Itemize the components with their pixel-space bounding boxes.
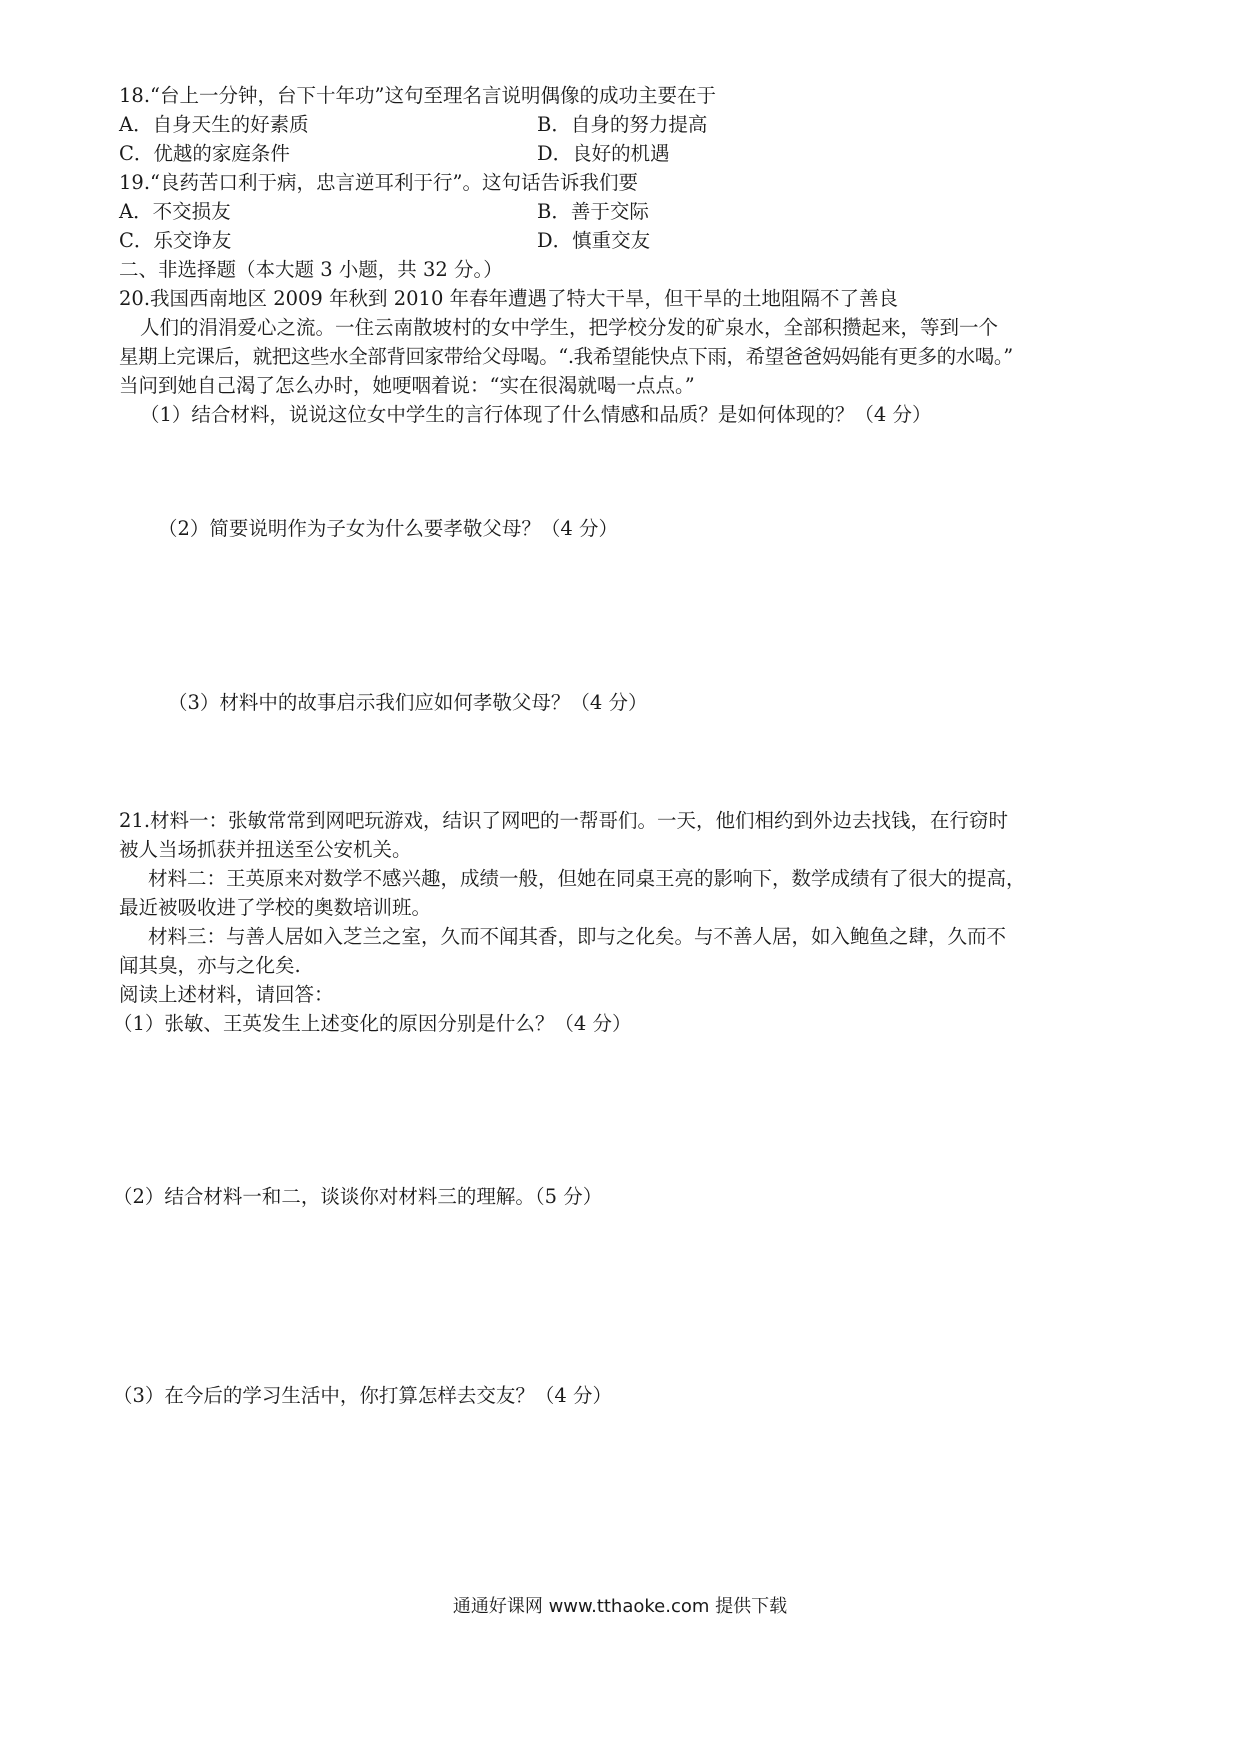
q21-material-line: 材料二：王英原来对数学不感兴趣，成绩一般，但她在同桌王亮的影响下，数学成绩有了很大的提高， — [148, 867, 1026, 890]
q20-sub2: （2）简要说明作为子女为什么要孝敬父母？（4 分） — [158, 517, 619, 540]
section2-heading: 二、非选择题（本大题 3 小题，共 32 分。） — [119, 258, 503, 281]
q21-material-line: 最近被吸收进了学校的奥数培训班。 — [119, 896, 432, 919]
q20-material-line: 星期上完课后，就把这些水全部背回家带给父母喝。“.我希望能快点下雨，希望爸爸妈妈能有更多的水喝。” — [119, 345, 1013, 368]
q19-option-a: A．不交损友 — [119, 200, 231, 223]
q21-sub1: （1）张敏、王英发生上述变化的原因分别是什么？（4 分） — [113, 1012, 632, 1035]
q18-option-a: A．自身天生的好素质 — [119, 113, 309, 136]
q21-material-line: 材料三：与善人居如入芝兰之室，久而不闻其香，即与之化矣。与不善人居，如入鲍鱼之肆，久而不 — [148, 925, 1007, 948]
q20-material-line: 当问到她自己渴了怎么办时，她哽咽着说：“实在很渴就喝一点点。” — [119, 374, 695, 397]
q21-material-line: 闻其臭，亦与之化矣. — [119, 954, 301, 977]
q20-sub3: （3）材料中的故事启示我们应如何孝敬父母？（4 分） — [168, 691, 648, 714]
q20-sub1: （1）结合材料，说说这位女中学生的言行体现了什么情感和品质？是如何体现的？（4 分） — [140, 403, 932, 426]
download-footer: 通通好课网 www.tthaoke.com 提供下载 — [452, 1596, 788, 1617]
q18-option-c: C．优越的家庭条件 — [119, 142, 290, 165]
q20-material-line: 人们的涓涓爱心之流。一住云南散坡村的女中学生，把学校分发的矿泉水，全部积攒起来，等到一个 — [140, 316, 999, 339]
q21-material-line: 21.材料一：张敏常常到网吧玩游戏，结识了网吧的一帮哥们。一天，他们相约到外边去找钱，在行窃时 — [119, 809, 1009, 832]
q18-stem: 18.“台上一分钟，台下十年功”这句至理名言说明偶像的成功主要在于 — [119, 84, 716, 107]
q19-option-d: D．慎重交友 — [537, 229, 651, 252]
q18-option-b: B．自身的努力提高 — [537, 113, 708, 136]
q20-material-line: 20.我国西南地区 2009 年秋到 2010 年春年遭遇了特大干旱，但干旱的土地阻隔不了善良 — [119, 287, 899, 310]
q21-sub3: （3）在今后的学习生活中，你打算怎样去交友？（4 分） — [113, 1384, 613, 1407]
q21-sub2: （2）结合材料一和二，谈谈你对材料三的理解。（5 分） — [113, 1185, 603, 1208]
q18-option-d: D．良好的机遇 — [537, 142, 670, 165]
q19-option-b: B．善于交际 — [537, 200, 649, 223]
q19-stem: 19.“良药苦口利于病，忠言逆耳利于行”。这句话告诉我们要 — [119, 171, 638, 194]
q21-read-prompt: 阅读上述材料，请回答： — [119, 983, 334, 1006]
q21-material-line: 被人当场抓获并扭送至公安机关。 — [119, 838, 412, 861]
q19-option-c: C．乐交诤友 — [119, 229, 232, 252]
